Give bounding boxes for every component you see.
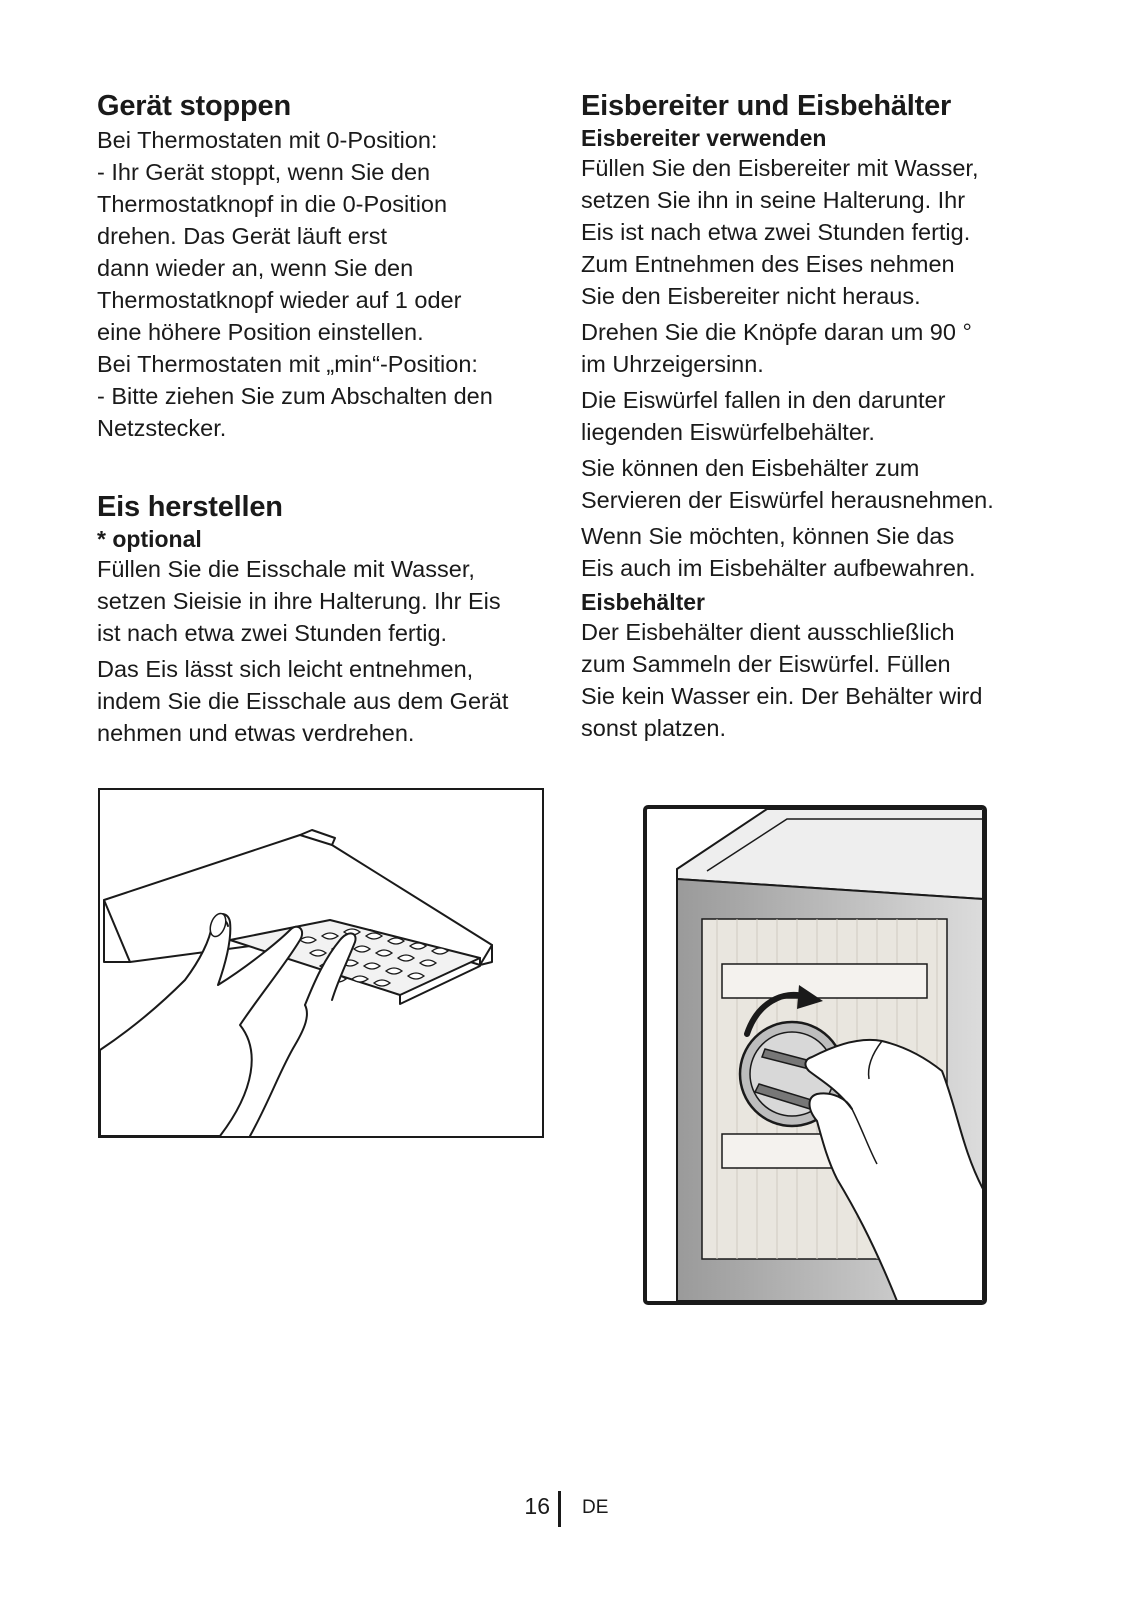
text-line: im Uhrzeigersinn. xyxy=(581,351,764,377)
language-code: DE xyxy=(582,1497,609,1518)
text-line: Bei Thermostaten mit 0-Position: xyxy=(97,127,438,153)
text-line: Servieren der Eiswürfel herausnehmen. xyxy=(581,487,994,513)
text-line: Sie den Eisbereiter nicht heraus. xyxy=(581,283,921,309)
text-line: nehmen und etwas verdrehen. xyxy=(97,720,415,746)
footer-divider xyxy=(558,1491,561,1527)
page-number: 16 xyxy=(524,1493,550,1519)
text-line: Sie kein Wasser ein. Der Behälter wird xyxy=(581,683,983,709)
text-line: - Ihr Gerät stoppt, wenn Sie den xyxy=(97,159,431,185)
ice-tray-removal-illustration xyxy=(98,788,544,1138)
text-line: Wenn Sie möchten, können Sie das xyxy=(581,523,955,549)
right-column xyxy=(581,88,1051,744)
right-paragraph-3 xyxy=(581,384,1051,448)
text-line: eine höhere Position einstellen. xyxy=(97,319,424,345)
ice-tray-drawing xyxy=(100,790,542,1136)
text-line: sonst platzen. xyxy=(581,715,727,741)
heading-eisbereiter: Eisbereiter und Eisbehälter xyxy=(581,90,952,122)
text-line: Füllen Sie den Eisbereiter mit Wasser, xyxy=(581,155,979,181)
ice-maker-drawing xyxy=(647,809,983,1301)
subheading-eisbehaelter: Eisbehälter xyxy=(581,589,705,615)
text-line: Sie können den Eisbehälter zum xyxy=(581,455,920,481)
text-line: Füllen Sie die Eisschale mit Wasser, xyxy=(97,556,475,582)
text-line: dann wieder an, wenn Sie den xyxy=(97,255,414,281)
ice-maker-knob-turn-illustration xyxy=(643,805,987,1305)
text-line: drehen. Das Gerät läuft erst xyxy=(97,223,387,249)
text-line: Eis ist nach etwa zwei Stunden fertig. xyxy=(581,219,971,245)
text-line: Die Eiswürfel fallen in den darunter xyxy=(581,387,946,413)
text-line: setzen Sieisie in ihre Halterung. Ihr Eis xyxy=(97,588,501,614)
text-line: Eis auch im Eisbehälter aufbewahren. xyxy=(581,555,976,581)
text-line: zum Sammeln der Eiswürfel. Füllen xyxy=(581,651,951,677)
page-footer xyxy=(0,1490,1128,1530)
ice-paragraph-2 xyxy=(97,653,557,749)
text-line: Thermostatknopf wieder auf 1 oder xyxy=(97,287,462,313)
text-line: Der Eisbehälter dient ausschließlich xyxy=(581,619,955,645)
stop-paragraph xyxy=(97,124,557,444)
right-paragraph-4 xyxy=(581,452,1051,516)
right-paragraph-1 xyxy=(581,152,1051,312)
text-line: Zum Entnehmen des Eises nehmen xyxy=(581,251,955,277)
heading-eis-herstellen: Eis herstellen xyxy=(97,491,283,523)
subheading-optional: * optional xyxy=(97,526,202,552)
text-line: indem Sie die Eisschale aus dem Gerät xyxy=(97,688,509,714)
text-line: liegenden Eiswürfelbehälter. xyxy=(581,419,875,445)
right-paragraph-6 xyxy=(581,616,1051,744)
text-line: ist nach etwa zwei Stunden fertig. xyxy=(97,620,448,646)
text-line: Das Eis lässt sich leicht entnehmen, xyxy=(97,656,474,682)
text-line: Drehen Sie die Knöpfe daran um 90 ° xyxy=(581,319,972,345)
subheading-eisbereiter-verwenden: Eisbereiter verwenden xyxy=(581,125,827,151)
ice-paragraph-1 xyxy=(97,553,557,649)
text-line: setzen Sie ihn in seine Halterung. Ihr xyxy=(581,187,966,213)
left-column xyxy=(97,88,557,749)
right-paragraph-2 xyxy=(581,316,1051,380)
text-line: Thermostatknopf in die 0-Position xyxy=(97,191,448,217)
text-line: Bei Thermostaten mit „min“-Position: xyxy=(97,351,478,377)
heading-geraet-stoppen: Gerät stoppen xyxy=(97,90,291,122)
text-line: Netzstecker. xyxy=(97,415,227,441)
text-line: - Bitte ziehen Sie zum Abschalten den xyxy=(97,383,493,409)
right-paragraph-5 xyxy=(581,520,1051,584)
